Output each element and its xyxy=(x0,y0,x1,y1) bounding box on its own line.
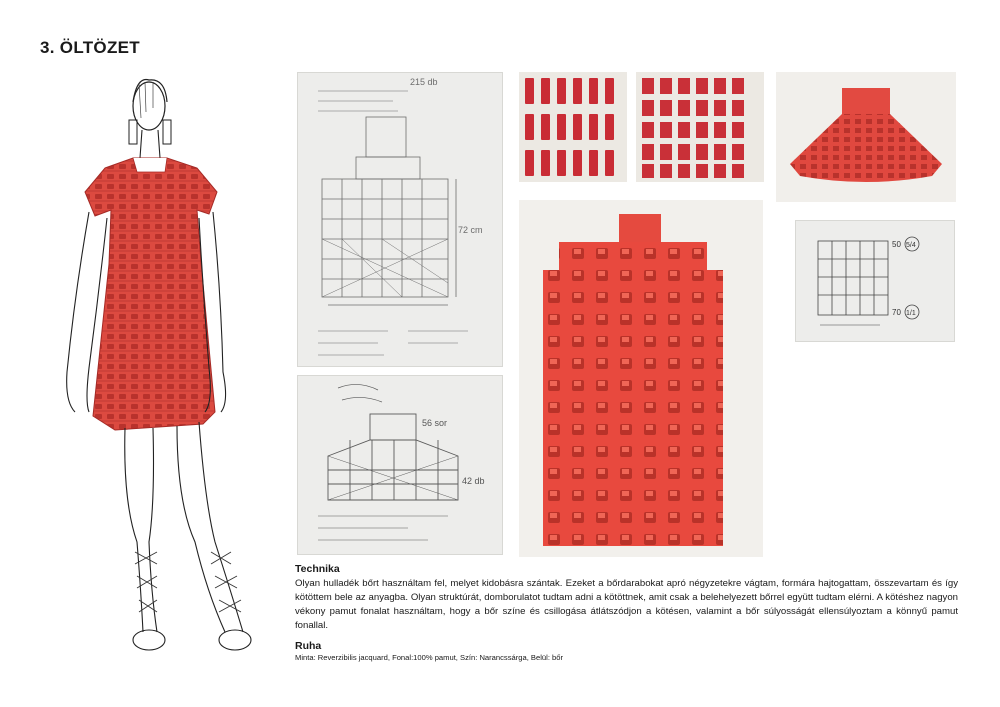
knitting-chart-drawing xyxy=(796,221,954,341)
fashion-illustration xyxy=(45,72,275,662)
leather-pieces-1-drawing xyxy=(519,72,627,182)
grid-label-bottom-circled: 1/1 xyxy=(906,310,916,317)
pattern-sketch-sleeve xyxy=(297,375,503,555)
sleeve-photo xyxy=(776,72,956,202)
grid-label-top: 50 xyxy=(892,240,901,249)
leather-pieces-photo-2 xyxy=(636,72,764,182)
technika-heading: Technika xyxy=(295,563,340,575)
grid-label-top-circled: 5/4 xyxy=(906,242,916,249)
sketch-caption-top: 215 db xyxy=(410,77,438,87)
sleeve-photo-drawing xyxy=(776,72,956,202)
sleeve-sketch-drawing xyxy=(298,376,502,554)
sketch-label-42: 42 db xyxy=(462,476,485,486)
dress-body-photo xyxy=(519,200,763,557)
ruha-heading: Ruha xyxy=(295,640,322,652)
pattern-sketch-main xyxy=(297,72,503,367)
dress-body-photo-drawing xyxy=(519,200,763,557)
knitting-chart-sketch xyxy=(795,220,955,342)
ruha-body: Minta: Reverzibilis jacquard, Fonal:100% pamut, Szín: Narancssárga, Belül: bőr xyxy=(295,653,564,662)
description-block xyxy=(295,563,958,662)
leather-pieces-2-drawing xyxy=(636,72,764,182)
leather-pieces-photo-1 xyxy=(519,72,627,182)
technika-body: Olyan hulladék bőrt használtam fel, melyet kidobásra szántak. Ezeket a bőrdarabokat apró négyzetekre vágtam, formára hajtogattam, összevartam és így kötöttem bele az anyagba. Olyan struktúrát, domborulatot tudtam adni a kötöttnek, amit csak a belehelyezett bőrrel együtt tudtam elérni. A kötéshez nagyon vékony pamut fonalat használtam, hogy a bőr színe és csillogása átlátszódjon a kötésen, valamint a bőr súlyosságát ellensúlyoztam a könnyű pamut fonallal. xyxy=(295,578,958,631)
fashion-figure-drawing xyxy=(45,72,275,662)
grid-label-bottom: 70 xyxy=(892,308,901,317)
pattern-sketch-drawing xyxy=(298,73,502,366)
sketch-label-56: 56 sor xyxy=(422,418,448,428)
sketch-label-72: 72 cm xyxy=(458,225,483,235)
page-title: 3. ÖLTÖZET xyxy=(40,38,140,57)
